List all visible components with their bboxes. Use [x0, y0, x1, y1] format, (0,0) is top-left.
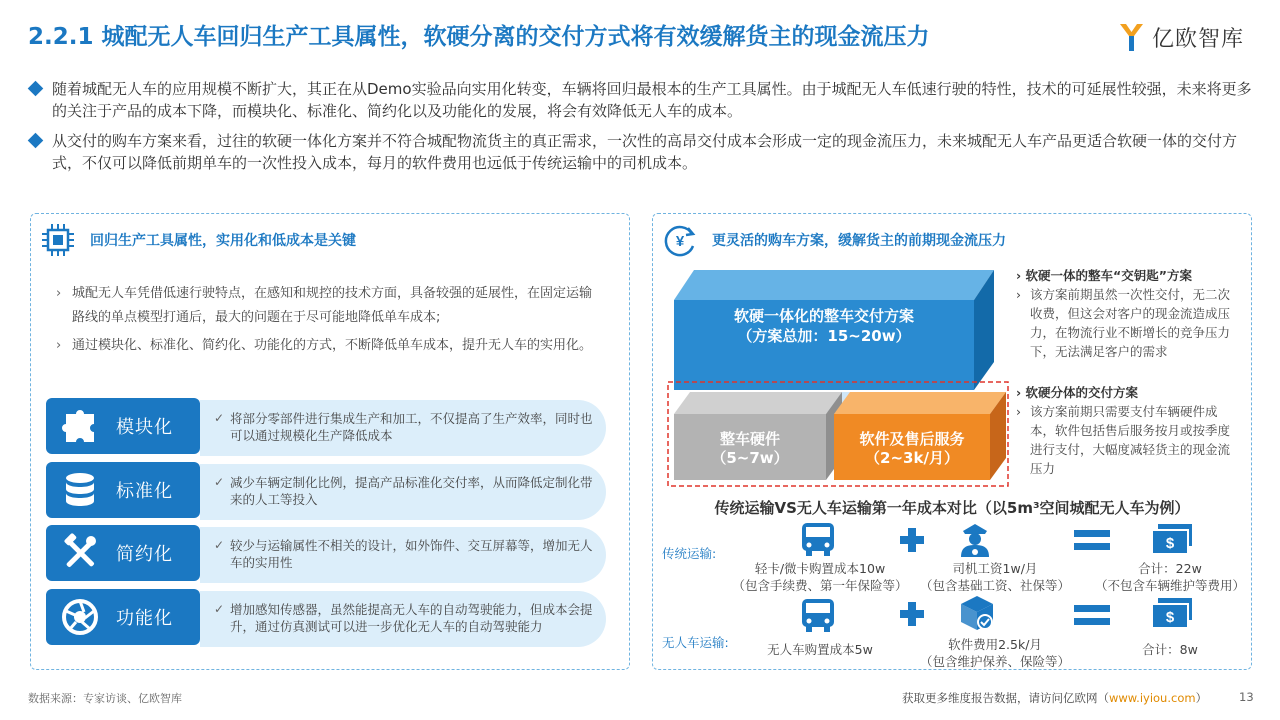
note-turnkey-body: › 该方案前期虽然一次性交付，无二次收费，但这会对客户的现金流造成压力，在物流行业不断增长的竞争压力下，无法满足客户的需求 — [1016, 287, 1231, 359]
svg-text:¥: ¥ — [675, 233, 685, 250]
logo-text: 亿欧智库 — [1152, 26, 1245, 52]
note-turnkey-head: › 软硬一体的整车“交钥匙”方案 — [1016, 268, 1192, 283]
puzzle-icon — [58, 404, 102, 448]
feature-simple-label: 简约化 — [116, 544, 173, 565]
diamond-bullet-icon — [28, 81, 44, 97]
cash-icon — [1150, 596, 1194, 630]
footer-suffix: ） — [1195, 691, 1208, 705]
chip-icon — [40, 222, 76, 258]
row-autonomous-label: 无人车运输: — [662, 635, 729, 650]
left-point-1: › 城配无人车凭借低速行驶特点，在感知和规控的技术方面，具备较强的延展性，在固定运输路线的单点模型打通后，最大的问题在于尽可能地降低单车成本; — [56, 282, 596, 330]
footer-text — [902, 690, 1207, 706]
feature-standard — [46, 462, 200, 518]
hardware-box-line1: 整车硬件 — [719, 430, 780, 448]
bullet-1 — [28, 78, 1260, 122]
page-number: 13 — [1239, 690, 1254, 704]
note-turnkey — [1016, 266, 1238, 361]
tools-icon — [58, 531, 102, 575]
feature-simple — [46, 525, 200, 581]
feature-modular — [46, 398, 200, 454]
row1-total — [1082, 560, 1258, 594]
diamond-bullet-icon — [28, 133, 44, 149]
row1-item2-line2: （包含基础工资、社保等） — [919, 578, 1070, 593]
feature-modular-label: 模块化 — [116, 417, 173, 438]
feature-desc-simple: ✓ 较少与运输属性不相关的设计，如外饰件、交互屏幕等，增加无人车的实用性 — [200, 527, 606, 583]
integrated-box-line2: （方案总加：15~20w） — [737, 327, 911, 345]
cash-icon — [1150, 522, 1194, 556]
row2-item2-line1: 软件费用2.5k/月 — [948, 637, 1042, 652]
integrated-box — [674, 306, 974, 346]
hardware-box-line2: （5~7w） — [711, 449, 789, 467]
bullet-2 — [28, 130, 1260, 174]
bullet-2-text: 从交付的购车方案来看，过往的软硬一体化方案并不符合城配物流货主的真正需求，一次性的高昂交付成本会形成一定的现金流压力，未来城配无人车产品更适合软硬一体的交付方式，不仅可以降低前期单车的一次性投入成本，每月的软件费用也远低于传统运输中的司机成本。 — [52, 132, 1238, 172]
feature-desc-standard: ✓ 减少车辆定制化比例，提高产品标准化交付率，从而降低定制化带来的人工等投入 — [200, 464, 606, 520]
svg-text:$: $ — [1165, 609, 1175, 626]
compare-title: 传统运输VS无人车运输第一年成本对比（以5m³空间城配无人车为例） — [714, 499, 1190, 517]
feature-standard-label: 标准化 — [116, 481, 173, 502]
plus-icon — [898, 600, 926, 628]
row1-item1-line2: （包含手续费、第一年保险等） — [732, 578, 908, 593]
plus-icon — [898, 526, 926, 554]
feature-function — [46, 589, 200, 645]
integrated-box-line1: 软硬一体化的整车交付方案 — [733, 307, 914, 325]
row-traditional-label: 传统运输: — [662, 546, 717, 561]
feature-function-label: 功能化 — [116, 608, 173, 629]
hardware-box — [674, 430, 826, 468]
row2-item2-line2: （包含维护保养、保险等） — [919, 654, 1070, 669]
logo — [1118, 18, 1244, 56]
feature-desc-modular: ✓ 将部分零部件进行集成生产和加工，不仅提高了生产效率，同时也可以通过规模化生产降低成本 — [200, 400, 606, 456]
row2-item2 — [905, 636, 1085, 670]
software-box — [834, 430, 990, 468]
equals-icon — [1074, 603, 1110, 627]
left-panel-title: 回归生产工具属性，实用化和低成本是关键 — [90, 233, 356, 249]
note-split-head: › 软硬分体的交付方案 — [1016, 385, 1139, 400]
yuan-refresh-icon — [662, 222, 698, 258]
row1-item2-line1: 司机工资1w/月 — [952, 561, 1038, 576]
bus-icon — [796, 521, 840, 557]
aperture-icon — [58, 595, 102, 639]
data-source: 数据来源：专家访谈、亿欧智库 — [28, 692, 182, 705]
software-box-line2: （2~3k/月） — [865, 449, 959, 467]
row2-item1: 无人车购置成本5w — [767, 642, 873, 657]
footer-prefix: 获取更多维度报告数据，请访问亿欧网（ — [902, 691, 1109, 705]
row1-item1-line1: 轻卡/微卡购置成本10w — [754, 561, 886, 576]
equals-icon — [1074, 528, 1110, 552]
left-point-2-text: 通过模块化、标准化、简约化、功能化的方式，不断降低单车成本，提升无人车的实用化。 — [72, 338, 593, 353]
bullet-1-text: 随着城配无人车的应用规模不断扩大，其正在从Demo实验品向实用化转变，车辆将回归最根本的生产工具属性。由于城配无人车低速行驶的特性，技术的可延展性较强，未来将更多的关注于产品的成本下降，而模块化、标准化、简约化以及功能化的发展，将会有效降低无人车的成本。 — [52, 80, 1252, 120]
row1-total-line2: （不包含车辆维护等费用） — [1094, 578, 1245, 593]
left-point-1-text: 城配无人车凭借低速行驶特点，在感知和规控的技术方面，具备较强的延展性，在固定运输路线的单点模型打通后，最大的问题在于尽可能地降低单车成本; — [72, 286, 593, 325]
note-split-body: › 该方案前期只需要支付车辆硬件成本，软件包括售后服务按月或按季度进行支付，大幅度减轻货主的现金流压力 — [1016, 404, 1231, 476]
row1-item1 — [720, 560, 920, 594]
software-package-icon — [955, 592, 997, 632]
note-split — [1016, 383, 1238, 478]
right-panel-title: 更灵活的购车方案，缓解货主的前期现金流压力 — [712, 233, 1006, 249]
svg-text:$: $ — [1165, 535, 1175, 552]
row2-total: 合计：8w — [1142, 642, 1198, 657]
footer-link[interactable]: www.iyiou.com — [1109, 691, 1196, 705]
page-title: 2.2.1 城配无人车回归生产工具属性，软硬分离的交付方式将有效缓解货主的现金流压力 — [28, 24, 930, 50]
row1-total-line1: 合计：22w — [1138, 561, 1202, 576]
left-point-2: › 通过模块化、标准化、简约化、功能化的方式，不断降低单车成本，提升无人车的实用化。 — [56, 334, 596, 358]
row1-item2 — [905, 560, 1085, 594]
database-icon — [58, 468, 102, 512]
yiou-logo-icon — [1118, 21, 1146, 53]
feature-desc-function: ✓ 增加感知传感器，虽然能提高无人车的自动驾驶能力，但成本会提升，通过仿真测试可以进一步优化无人车的自动驾驶能力 — [200, 591, 606, 647]
software-box-line1: 软件及售后服务 — [859, 430, 965, 448]
driver-icon — [955, 519, 995, 559]
bus-icon — [796, 597, 840, 633]
